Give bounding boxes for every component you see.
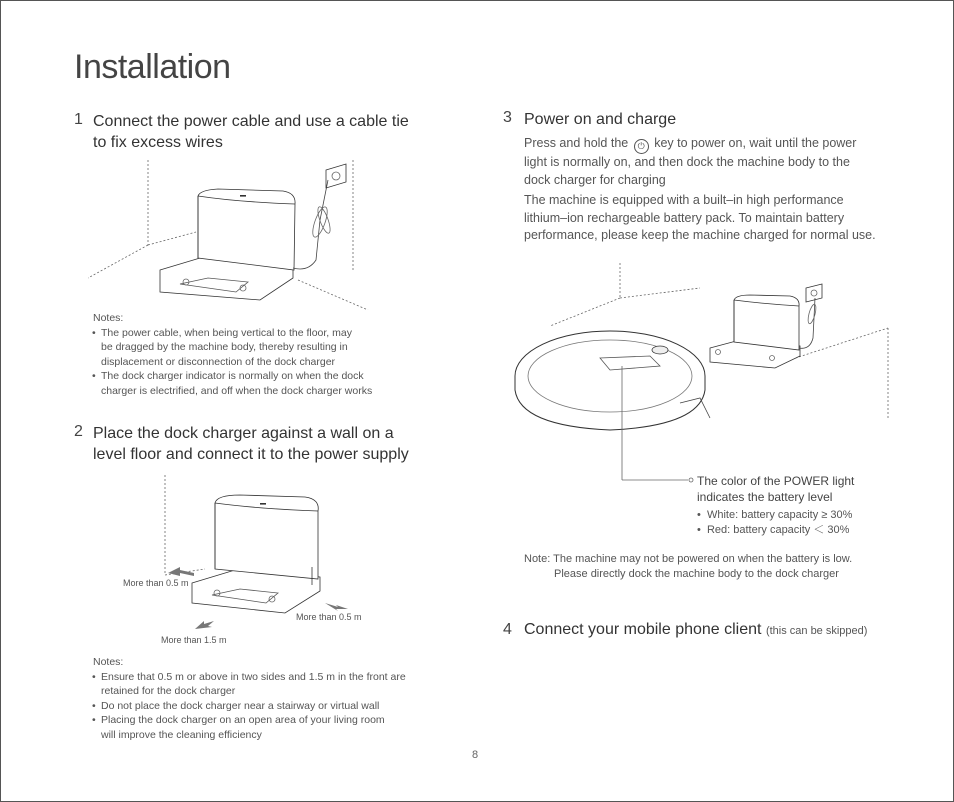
step-3-note xyxy=(524,552,852,582)
note-line: will improve the cleaning efficiency xyxy=(101,728,262,741)
battery-levels xyxy=(697,508,852,538)
note-line-1: Note: The machine may not be powered on when the battery is low. xyxy=(524,553,853,565)
step-4-skip-note: (this can be skipped) xyxy=(765,625,868,637)
step-1-notes xyxy=(93,311,372,399)
para-text: Press and hold the xyxy=(524,136,629,150)
step-3-paragraph-2 xyxy=(524,192,876,245)
step-3-title: Power on and charge xyxy=(524,111,677,128)
clearance-left-label: More than 0.5 m xyxy=(123,578,189,588)
step-1-title-line1: Connect the power cable and use a cable tie xyxy=(93,113,409,130)
step-4-number: 4 xyxy=(503,621,512,638)
power-key-icon: ⏻ xyxy=(634,139,649,154)
dock-wall-illustration xyxy=(88,160,418,310)
para-text: light is normally on, and then dock the machine body to the xyxy=(524,155,850,169)
note-line-2: Please directly dock the machine body to the dock charger xyxy=(554,568,839,580)
step-1-notes-heading: Notes: xyxy=(93,312,124,324)
power-light-line2: indicates the battery level xyxy=(697,490,833,504)
note-line: Ensure that 0.5 m or above in two sides and 1.5 m in the front are xyxy=(101,670,406,683)
step-3-number: 3 xyxy=(503,109,512,126)
step-2-notes xyxy=(93,655,406,743)
clearance-right-label: More than 0.5 m xyxy=(296,612,362,622)
step-2-note-1 xyxy=(93,670,406,699)
battery-white-item: • White: battery capacity ≥ 30% xyxy=(697,509,853,521)
para-text: performance, please keep the machine charged for normal use. xyxy=(524,228,876,242)
note-line: displacement or disconnection of the dock charger xyxy=(101,355,336,368)
step-1-note-2 xyxy=(93,369,372,398)
step-1-title-line2: to fix excess wires xyxy=(93,134,223,151)
para-text: key to power on, wait until the power xyxy=(654,136,857,150)
robot-docking-illustration xyxy=(510,258,900,488)
power-light-note xyxy=(697,473,854,505)
step-1-number: 1 xyxy=(74,111,83,128)
note-line: The dock charger indicator is normally on when the dock xyxy=(101,370,364,383)
clearance-front-label: More than 1.5 m xyxy=(161,635,227,645)
step-4-title xyxy=(524,621,867,639)
note-line: The power cable, when being vertical to the floor, may xyxy=(101,326,352,339)
step-2-title-line1: Place the dock charger against a wall on a xyxy=(93,425,394,442)
para-text: lithium–ion rechargeable battery pack. To maintain battery xyxy=(524,210,845,225)
step-2-notes-heading: Notes: xyxy=(93,656,124,668)
step-1-title xyxy=(93,111,409,153)
para-text: The machine is equipped with a built–in high performance xyxy=(524,193,844,207)
step-2-number: 2 xyxy=(74,423,83,440)
power-light-line1: The color of the POWER light xyxy=(697,474,855,488)
step-2-note-2 xyxy=(93,699,406,714)
step-4-title-text: Connect your mobile phone client xyxy=(524,621,762,638)
step-2-note-3 xyxy=(93,713,406,742)
step-1-note-1 xyxy=(93,326,372,370)
battery-red-item: • Red: battery capacity ＜ 30% xyxy=(697,524,850,536)
note-line: charger is electrified, and off when the dock charger works xyxy=(101,384,373,397)
para-text: dock charger for charging xyxy=(524,172,666,187)
note-line: Do not place the dock charger near a stairway or virtual wall xyxy=(101,699,380,712)
page-title: Installation xyxy=(74,48,231,86)
note-line: retained for the dock charger xyxy=(101,685,236,698)
note-line: Placing the dock charger on an open area of your living room xyxy=(101,714,385,727)
battery-red-text: Red: battery capacity ＜ 30% xyxy=(706,524,850,536)
step-3-paragraph-1 xyxy=(524,135,856,189)
battery-white-text: White: battery capacity ≥ 30% xyxy=(706,509,853,521)
step-2-title xyxy=(93,423,409,465)
page-number: 8 xyxy=(472,749,479,761)
step-2-title-line2: level floor and connect it to the power supply xyxy=(93,446,409,463)
note-line: be dragged by the machine body, thereby resulting in xyxy=(101,341,348,354)
